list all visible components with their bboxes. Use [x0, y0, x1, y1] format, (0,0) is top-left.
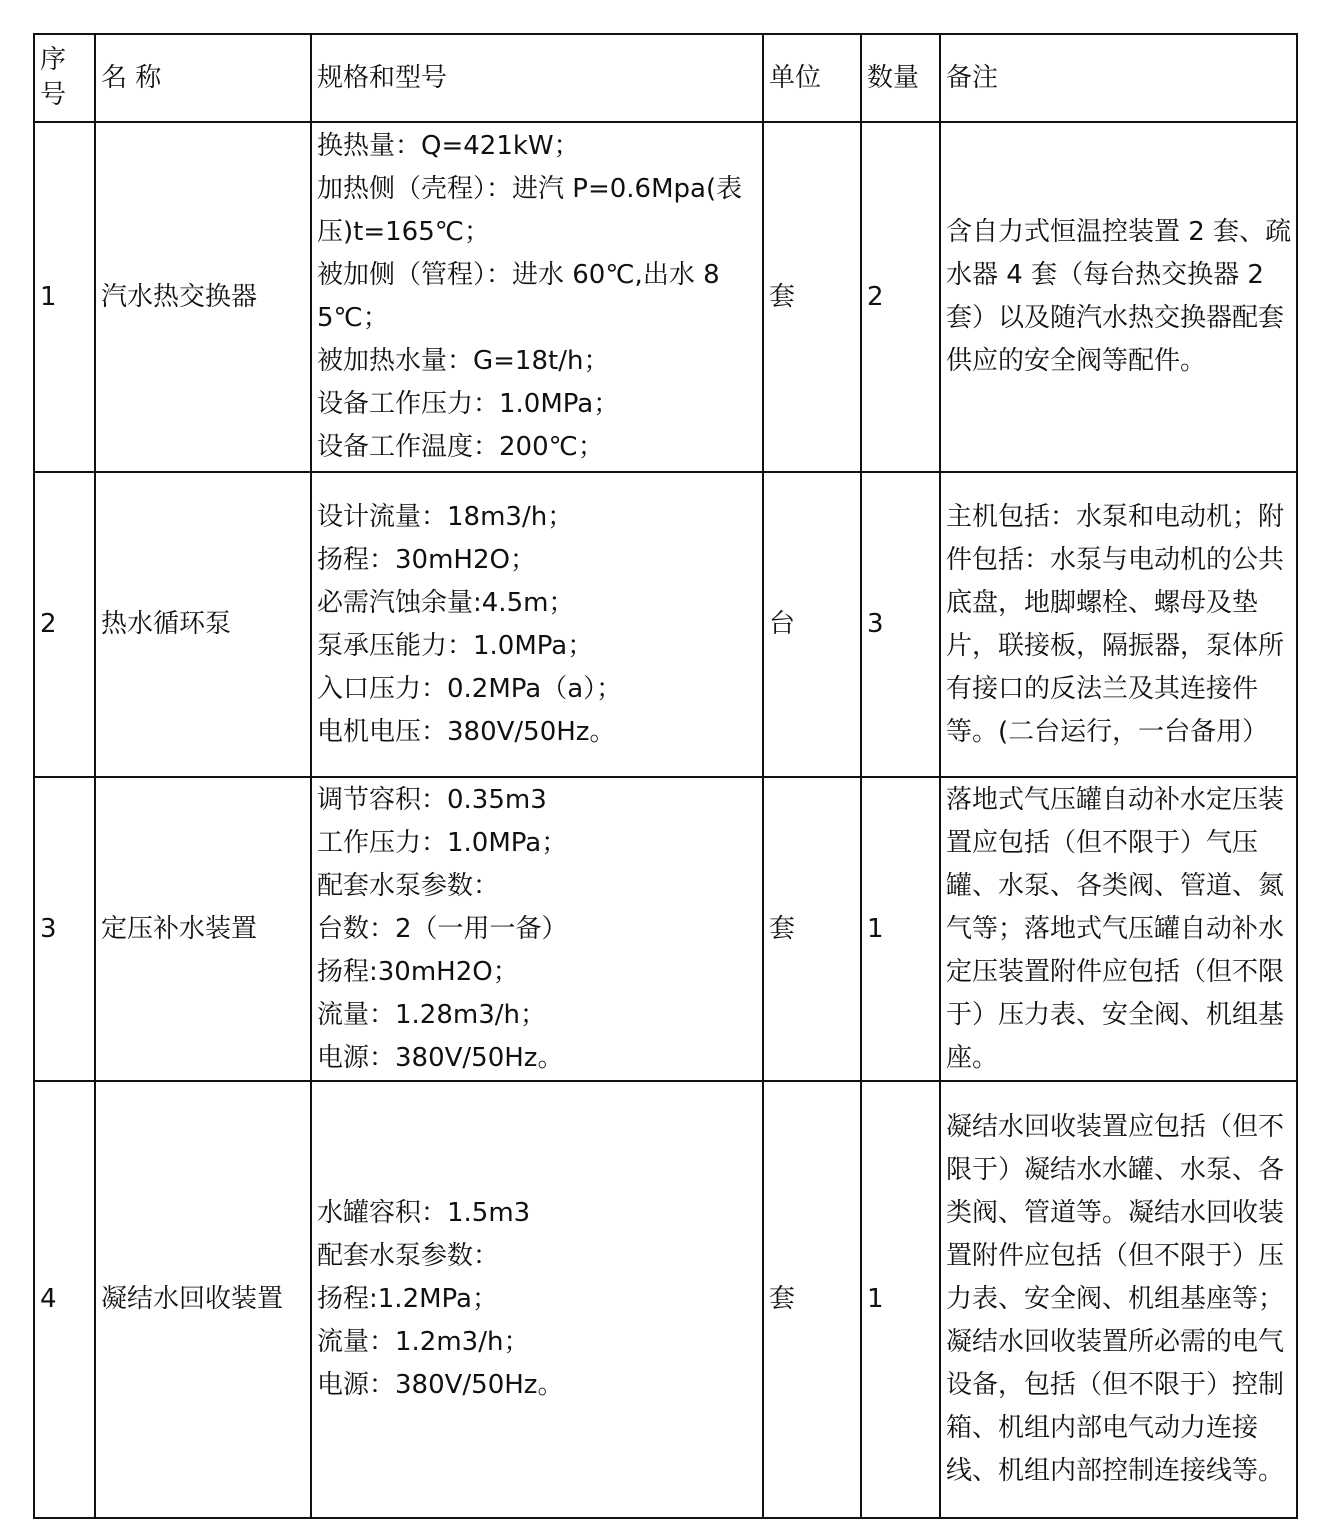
- header-qty: 数量: [861, 34, 940, 122]
- row-qty: 1: [861, 1081, 940, 1518]
- header-row: [34, 34, 1297, 122]
- spec-line: 流量：1.2m3/h；: [317, 1327, 530, 1357]
- spec-line: 必需汽蚀余量:4.5m；: [317, 587, 575, 618]
- row-unit: 台: [763, 472, 861, 777]
- table-row: [34, 777, 1297, 1081]
- header-seq: 序号: [34, 34, 95, 122]
- row-seq: 2: [34, 472, 95, 777]
- spec-line: 调节容积：0.35m3: [317, 784, 547, 815]
- spec-line: 水罐容积：1.5m3: [317, 1198, 531, 1228]
- row-name: 热水循环泵: [95, 472, 311, 777]
- spec-line: 设备工作压力：1.0MPa；: [317, 389, 620, 419]
- row-remark: 主机包括：水泵和电动机；附件包括：水泵与电动机的公共底盘，地脚螺栓、螺母及垫片，联接板，隔振器，泵体所有接口的反法兰及其连接件等。(二台运行，一台备用）: [940, 472, 1297, 777]
- spec-line: 泵承压能力：1.0MPa；: [317, 630, 594, 661]
- spec-line: 扬程:1.2MPa；: [317, 1284, 498, 1314]
- spec-line: 设备工作温度：200℃；: [317, 432, 604, 462]
- header-spec: 规格和型号: [311, 34, 763, 122]
- table-row: [34, 122, 1297, 472]
- row-remark: 凝结水回收装置应包括（但不限于）凝结水水罐、水泵、各类阀、管道等。凝结水回收装置附件应包括（但不限于）压力表、安全阀、机组基座等；凝结水回收装置所必需的电气设备，包括（但不限于）控制箱、机组内部电气动力连接线、机组内部控制连接线等。: [940, 1081, 1297, 1518]
- spec-line: 换热量：Q=421kW；: [317, 131, 580, 161]
- row-seq: 1: [34, 122, 95, 472]
- row-remark: 含自力式恒温控装置 2 套、疏水器 4 套（每台热交换器 2 套）以及随汽水热交换器配套供应的安全阀等配件。: [940, 122, 1297, 472]
- row-spec: [311, 122, 763, 472]
- spec-line: 流量：1.28m3/h；: [317, 999, 546, 1030]
- spec-line: 配套水泵参数：: [317, 1241, 500, 1271]
- spec-line: 被加侧（管程）：进水 60℃,出水 85℃；: [317, 260, 720, 333]
- row-name: 凝结水回收装置: [95, 1081, 311, 1518]
- row-unit: 套: [763, 1081, 861, 1518]
- row-spec: [311, 777, 763, 1081]
- table-row: [34, 1081, 1297, 1518]
- row-name: 汽水热交换器: [95, 122, 311, 472]
- spec-line: 电机电压：380V/50Hz。: [317, 716, 616, 747]
- row-remark: 落地式气压罐自动补水定压装置应包括（但不限于）气压罐、水泵、各类阀、管道、氮气等；落地式气压罐自动补水定压装置附件应包括（但不限于）压力表、安全阀、机组基座。: [940, 777, 1297, 1081]
- equipment-spec-table: [33, 33, 1298, 1519]
- spec-line: 被加热水量：G=18t/h；: [317, 346, 610, 376]
- spec-line: 扬程:30mH2O；: [317, 956, 519, 987]
- spec-line: 扬程：30mH2O；: [317, 544, 536, 575]
- row-unit: 套: [763, 777, 861, 1081]
- spec-line: 工作压力：1.0MPa；: [317, 827, 568, 858]
- header-unit: 单位: [763, 34, 861, 122]
- row-seq: 3: [34, 777, 95, 1081]
- spec-line: 加热侧（壳程）：进汽 P=0.6Mpa(表压)t=165℃；: [317, 174, 743, 247]
- spec-line: 电源：380V/50Hz。: [317, 1042, 564, 1073]
- row-qty: 3: [861, 472, 940, 777]
- spec-line: 配套水泵参数：: [317, 870, 500, 901]
- spec-line: 入口压力：0.2MPa（a）；: [317, 673, 623, 704]
- header-name: 名 称: [95, 34, 311, 122]
- row-unit: 套: [763, 122, 861, 472]
- header-remark: 备注: [940, 34, 1297, 122]
- row-seq: 4: [34, 1081, 95, 1518]
- row-qty: 1: [861, 777, 940, 1081]
- row-spec: [311, 1081, 763, 1518]
- table-row: [34, 472, 1297, 777]
- spec-line: 设计流量：18m3/h；: [317, 501, 574, 532]
- row-qty: 2: [861, 122, 940, 472]
- row-spec: [311, 472, 763, 777]
- spec-line: 电源：380V/50Hz。: [317, 1370, 564, 1400]
- row-name: 定压补水装置: [95, 777, 311, 1081]
- spec-line: 台数：2（一用一备）: [317, 913, 568, 944]
